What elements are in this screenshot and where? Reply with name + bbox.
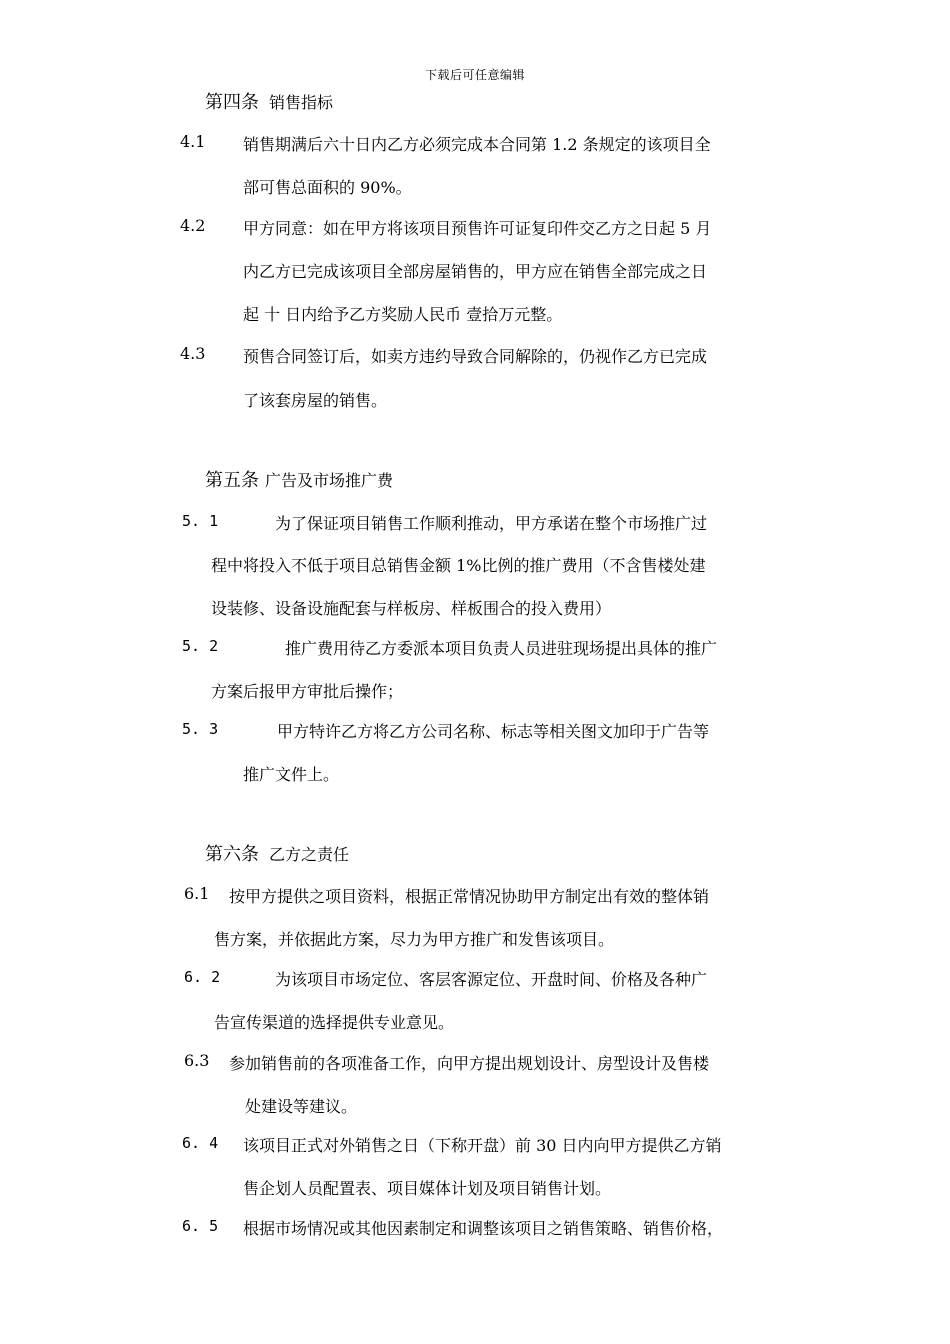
article-5-heading: [205, 466, 393, 492]
clause-line: 甲方特许乙方将乙方公司名称、标志等相关图文加印于广告等: [277, 722, 710, 741]
clause-line: 处建设等建议。: [245, 1097, 358, 1116]
clause-line: 售方案，并依据此方案，尽力为甲方推广和发售该项目。: [214, 930, 615, 949]
clause-line: 起 十 日内给予乙方奖励人民币 壹拾万元整。: [243, 305, 563, 324]
clause-number: 6. 2: [184, 968, 221, 986]
clause-number: 4.1: [180, 132, 206, 151]
clause-line: 推广文件上。: [243, 765, 340, 784]
clause-line: 该项目正式对外销售之日（下称开盘）前 30 日内向甲方提供乙方销: [243, 1136, 722, 1155]
clause-line: 部可售总面积的 90%。: [243, 178, 412, 197]
clause-line: 甲方同意：如在甲方将该项目预售许可证复印件交乙方之日起 5 月: [243, 219, 712, 238]
article-6-heading: [205, 840, 349, 866]
article-6-subtitle: 乙方之责任: [269, 845, 350, 864]
page-header: 下载后可任意编辑: [424, 68, 525, 82]
clause-line: 设装修、设备设施配套与样板房、样板围合的投入费用）: [211, 599, 612, 618]
article-6-title: 第六条: [205, 844, 259, 865]
clause-line: 预售合同签订后，如卖方违约导致合同解除的，仍视作乙方已完成: [243, 347, 708, 366]
clause-number: 6. 5: [182, 1217, 219, 1235]
clause-number: 4.2: [180, 216, 206, 235]
clause-line: 方案后报甲方审批后操作；: [211, 682, 404, 701]
clause-number: 4.3: [180, 344, 206, 363]
clause-line: 销售期满后六十日内乙方必须完成本合同第 1.2 条规定的该项目全: [243, 135, 711, 154]
clause-line: 售企划人员配置表、项目媒体计划及项目销售计划。: [243, 1179, 612, 1198]
article-5-subtitle: 广告及市场推广费: [265, 471, 394, 490]
clause-number: 5. 2: [182, 637, 219, 655]
clause-number: 6. 4: [182, 1134, 219, 1152]
article-4-heading: [205, 88, 333, 114]
article-5-title: 第五条: [205, 470, 259, 491]
clause-line: 为该项目市场定位、客层客源定位、开盘时间、价格及各种广: [275, 970, 708, 989]
clause-line: 告宣传渠道的选择提供专业意见。: [214, 1013, 455, 1032]
clause-number: 5. 1: [182, 512, 219, 530]
clause-line: 按甲方提供之项目资料，根据正常情况协助甲方制定出有效的整体销: [229, 887, 710, 906]
clause-number: 5. 3: [182, 720, 219, 738]
clause-number: 6.3: [184, 1051, 210, 1070]
clause-line: 参加销售前的各项准备工作，向甲方提出规划设计、房型设计及售楼: [229, 1054, 710, 1073]
clause-line: 推广费用待乙方委派本项目负责人员进驻现场提出具体的推广: [285, 639, 718, 658]
clause-number: 6.1: [184, 884, 210, 903]
clause-line: 为了保证项目销售工作顺利推动，甲方承诺在整个市场推广过: [275, 514, 708, 533]
clause-line: 内乙方已完成该项目全部房屋销售的，甲方应在销售全部完成之日: [243, 262, 708, 281]
clause-line: 根据市场情况或其他因素制定和调整该项目之销售策略、销售价格，: [243, 1219, 724, 1238]
clause-line: 了该套房屋的销售。: [243, 391, 388, 410]
article-4-subtitle: 销售指标: [269, 93, 334, 112]
article-4-title: 第四条: [205, 92, 259, 113]
clause-line: 程中将投入不低于项目总销售金额 1%比例的推广费用（不含售楼处建: [211, 556, 706, 575]
